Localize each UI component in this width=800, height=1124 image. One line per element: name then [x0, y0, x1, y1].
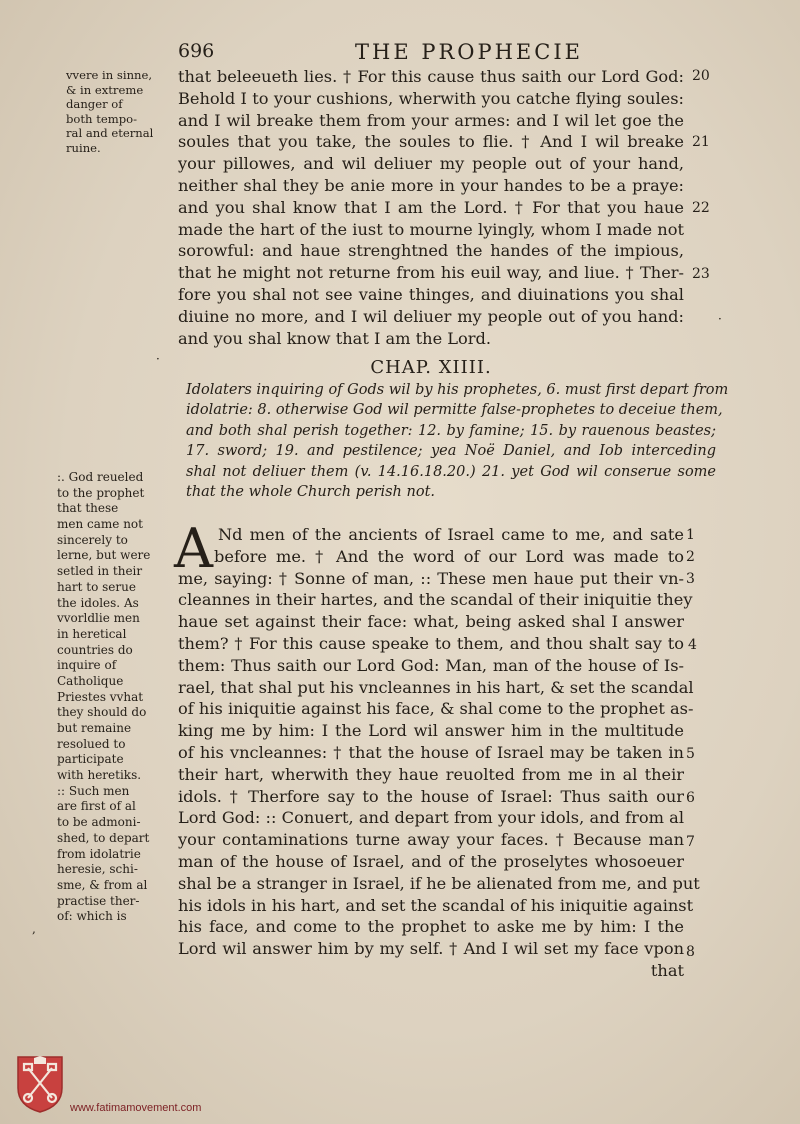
verse-number: 8	[686, 944, 695, 960]
gloss-line: men came not	[57, 517, 143, 532]
text-line: Lord wil answer him by my self. † And I wil set my face vpon	[178, 939, 684, 959]
text-line: them? † For this cause speake to them, and thou shalt say to	[178, 633, 684, 653]
gloss-line: to be admoni-	[57, 815, 141, 830]
text-line: diuine no more, and I wil deliuer my people out of you hand:	[178, 306, 684, 326]
verse-number: 3	[686, 571, 695, 587]
text-line: of his vncleannes: † that the house of Israel may be taken in	[178, 742, 684, 762]
gloss-line: are first of al	[57, 799, 136, 814]
stray-mark: ,	[32, 922, 36, 936]
stray-mark: ·	[718, 312, 722, 326]
gloss-line: countries do	[57, 642, 133, 657]
gloss-line: hart to serue	[57, 579, 136, 594]
gloss-line: practise ther-	[57, 893, 140, 908]
gloss-line: inquire of	[57, 658, 117, 673]
catchword: that	[650, 960, 684, 980]
body-text-block	[178, 524, 700, 982]
text-line: made the hart of the iust to mourne lyingly, whom I made not	[178, 219, 684, 239]
argument-line: Idolaters inquiring of Gods wil by his prophetes, 6. must first depart from	[186, 382, 729, 398]
gloss-line: danger of	[66, 97, 123, 111]
verse-number: 6	[686, 790, 695, 806]
text-line: your contaminations turne away your faces. † Because man	[178, 830, 684, 850]
verse-number: 4	[688, 637, 697, 653]
stray-mark: ·	[156, 352, 160, 366]
gloss-line: from idolatrie	[57, 846, 141, 861]
text-line: haue set against their face: what, being asked shal I answer	[178, 612, 684, 632]
text-line: Nd men of the ancients of Israel came to me, and sate	[218, 525, 684, 544]
gloss-line: but remaine	[57, 721, 132, 735]
gloss-line: Priestes vvhat	[57, 689, 144, 704]
gloss-line: in heretical	[57, 626, 127, 641]
gloss-line: :. God reueled	[57, 470, 144, 484]
argument-line: 17. sword; 19. and pestilence; yea Noë Daniel, and Iob interceding	[186, 443, 716, 460]
argument-line: and both shal perish together: 12. by famine; 15. by rauenous beastes;	[186, 422, 716, 439]
verse-number: 2	[686, 549, 695, 565]
gloss-line: sincerely to	[57, 532, 128, 547]
text-line: soules that you take, the soules to flie. † And I wil breake	[178, 132, 684, 152]
lower-side-gloss	[57, 470, 150, 925]
text-line: shal be a stranger in Israel, if he be alienated from me, and put	[178, 873, 700, 893]
text-line: their hart, wherwith they haue reuolted from me in al their	[178, 764, 684, 784]
website-url[interactable]: www.fatimamovement.com	[70, 1102, 202, 1114]
text-line: Behold I to your cushions, wherwith you catche flying soules:	[178, 88, 684, 108]
page-number: 696	[178, 40, 215, 62]
text-line: king me by him: I the Lord wil answer him in the multitude	[178, 721, 684, 741]
text-line: Lord God: :: Conuert, and depart from your idols, and from al	[178, 808, 684, 828]
gloss-line: vvorldlie men	[57, 611, 140, 626]
upper-side-gloss	[66, 68, 153, 155]
text-line: that he might not returne from his euil way, and liue. † Ther-	[178, 263, 684, 283]
verse-number: 5	[686, 746, 695, 762]
text-line: them: Thus saith our Lord God: Man, man of the house of Is-	[178, 655, 684, 675]
argument-line: shal not deliuer them (v. 14.16.18.20.) 21. yet God wil conserue some	[186, 463, 716, 480]
gloss-line: to the prophet	[57, 485, 145, 500]
text-line: and you shal know that I am the Lord.	[178, 328, 492, 348]
text-line: your pillowes, and wil deliuer my people out of your hand,	[178, 154, 684, 174]
gloss-line: setled in their	[57, 564, 143, 579]
gloss-line: ruine.	[66, 140, 101, 155]
verse-number: 23	[692, 266, 710, 282]
gloss-line: both tempo-	[66, 111, 138, 126]
verse-number: 22	[692, 200, 710, 216]
verse-number: 21	[692, 134, 710, 150]
text-line: of his iniquitie against his face, & shal come to the prophet as-	[178, 699, 694, 719]
text-line: me, saying: † Sonne of man, :: These men haue put their vn-	[178, 568, 684, 588]
text-line: man of the house of Israel, and of the proselytes whosoeuer	[178, 851, 684, 871]
text-line: idols. † Therfore say to the house of Israel: Thus saith our	[178, 786, 684, 806]
verse-number: 20	[692, 68, 710, 84]
text-line: neither shal they be anie more in your handes to be a praye:	[178, 175, 684, 195]
verse-number: 1	[686, 527, 695, 543]
drop-cap: A	[174, 517, 213, 580]
text-line: and you shal know that I am the Lord. † For that you haue	[178, 197, 684, 217]
text-line: his idols in his hart, and set the scandal of his iniquitie against	[178, 895, 694, 915]
text-line: rael, that shal put his vncleannes in his hart, & set the scandal	[178, 677, 694, 697]
gloss-line: :: Such men	[57, 783, 130, 798]
text-line: cleannes in their hartes, and the scandal of their iniquitie they	[178, 590, 693, 610]
text-line: fore you shal not see vaine thinges, and diuinations you shal	[178, 284, 684, 304]
gloss-line: of: which is	[57, 909, 127, 924]
text-line: sorowful: and haue strenghtned the handes of the impious,	[178, 241, 684, 261]
gloss-line: participate	[57, 752, 124, 767]
verse-number: 7	[686, 834, 695, 850]
gloss-line: heresie, schi-	[57, 862, 138, 877]
text-line: and I wil breake them from your armes: and I wil let goe the	[178, 110, 684, 130]
gloss-line: & in extreme	[66, 82, 144, 97]
running-head: THE PROPHECIE	[355, 40, 583, 64]
gloss-line: the idoles. As	[57, 595, 139, 610]
papal-keys-logo-icon	[14, 1054, 66, 1114]
upper-text-block	[178, 66, 684, 349]
chapter-argument	[186, 380, 729, 502]
gloss-line: with heretiks.	[57, 768, 142, 783]
gloss-line: shed, to depart	[57, 830, 150, 845]
text-line: before me. † And the word of our Lord was made to	[214, 546, 684, 566]
gloss-line: Catholique	[57, 673, 124, 688]
gloss-line: sme, & from al	[57, 877, 148, 892]
gloss-line: vvere in sinne,	[66, 68, 153, 82]
chapter-title: CHAP. XIIII.	[370, 357, 492, 378]
argument-line: that the whole Church perish not.	[186, 483, 436, 500]
gloss-line: that these	[57, 501, 119, 516]
gloss-line: they should do	[57, 705, 147, 720]
gloss-line: lerne, but were	[57, 548, 151, 563]
gloss-line: ral and eternal	[66, 126, 154, 140]
text-line: his face, and come to the prophet to aske me by him: I the	[178, 917, 684, 937]
gloss-line: resolued to	[57, 736, 126, 751]
argument-line: idolatrie: 8. otherwise God wil permitte false-prophetes to deceiue them,	[186, 402, 723, 419]
text-line: that beleeueth lies. † For this cause thus saith our Lord God:	[178, 67, 684, 86]
